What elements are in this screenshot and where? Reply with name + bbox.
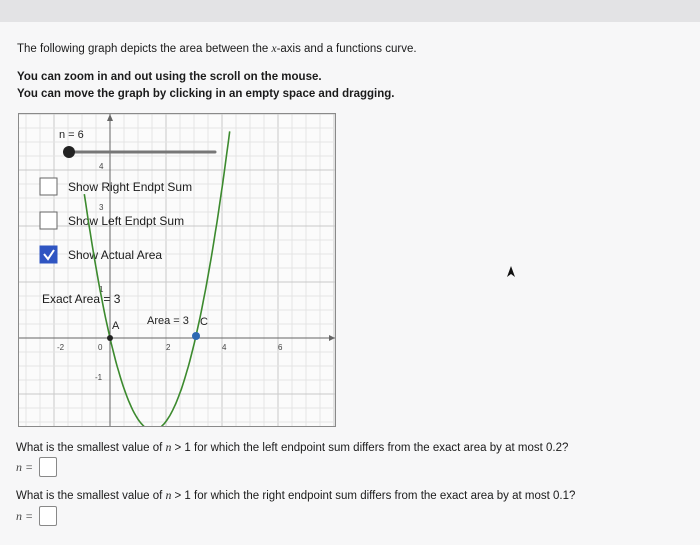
intro-after: -axis and a functions curve.: [276, 43, 417, 55]
slider-label: n = 6: [59, 129, 84, 141]
q1-answer-prefix: n =: [16, 460, 34, 474]
graph-canvas[interactable]: [19, 114, 335, 426]
exact-area-label: Exact Area = 3: [42, 292, 121, 306]
intro-before: The following graph depicts the area between the: [17, 43, 272, 55]
y-tick-label: -1: [95, 373, 103, 382]
intro-text: [17, 43, 417, 55]
q2-answer-prefix: n =: [16, 509, 34, 523]
x-tick-label: -2: [57, 343, 65, 352]
q1-before: What is the smallest value of: [16, 442, 166, 454]
question-1-text: [16, 442, 568, 454]
area-label: Area = 3: [147, 315, 189, 327]
q1-answer-input[interactable]: [39, 457, 57, 477]
mouse-cursor-icon: [505, 265, 517, 279]
x-tick-label: 0: [98, 343, 103, 352]
point-c-label: C: [200, 316, 208, 328]
question-2-text: [16, 490, 575, 502]
checkbox-actual-area-label: Show Actual Area: [68, 248, 163, 262]
x-tick-label: 2: [166, 343, 171, 352]
graph-panel[interactable]: [18, 113, 336, 427]
y-tick-label: 4: [99, 162, 104, 171]
top-bar: [0, 0, 700, 22]
q2-before: What is the smallest value of: [16, 490, 166, 502]
q1-after: > 1 for which the left endpoint sum differs from the exact area by at most 0.2?: [171, 442, 569, 454]
y-tick-label: 1: [99, 285, 104, 294]
slider-handle[interactable]: [63, 146, 75, 158]
q2-answer-input[interactable]: [39, 506, 57, 526]
point-a[interactable]: [107, 335, 113, 341]
checkbox-right-endpt-sum[interactable]: [40, 178, 57, 195]
q1-var: n: [165, 442, 172, 454]
x-tick-label: 6: [278, 343, 283, 352]
q2-var: n: [165, 490, 172, 502]
point-a-label: A: [112, 320, 120, 332]
checkbox-left-endpt-sum[interactable]: [40, 212, 57, 229]
graph-grid: [19, 114, 335, 426]
hint-zoom: You can zoom in and out using the scroll on the mouse.: [17, 71, 322, 83]
checkbox-actual-area[interactable]: [40, 246, 57, 263]
point-c[interactable]: [192, 332, 200, 340]
checkbox-right-endpt-label: Show Right Endpt Sum: [68, 180, 193, 194]
y-axis-arrow: [107, 114, 113, 121]
hint-drag: You can move the graph by clicking in an empty space and dragging.: [17, 88, 395, 100]
q2-after: > 1 for which the right endpoint sum differs from the exact area by at most 0.1?: [171, 490, 576, 502]
checkbox-left-endpt-label: Show Left Endpt Sum: [68, 214, 185, 228]
y-tick-label: 3: [99, 203, 104, 212]
intro-var: x: [271, 43, 277, 55]
x-tick-label: 4: [222, 343, 227, 352]
